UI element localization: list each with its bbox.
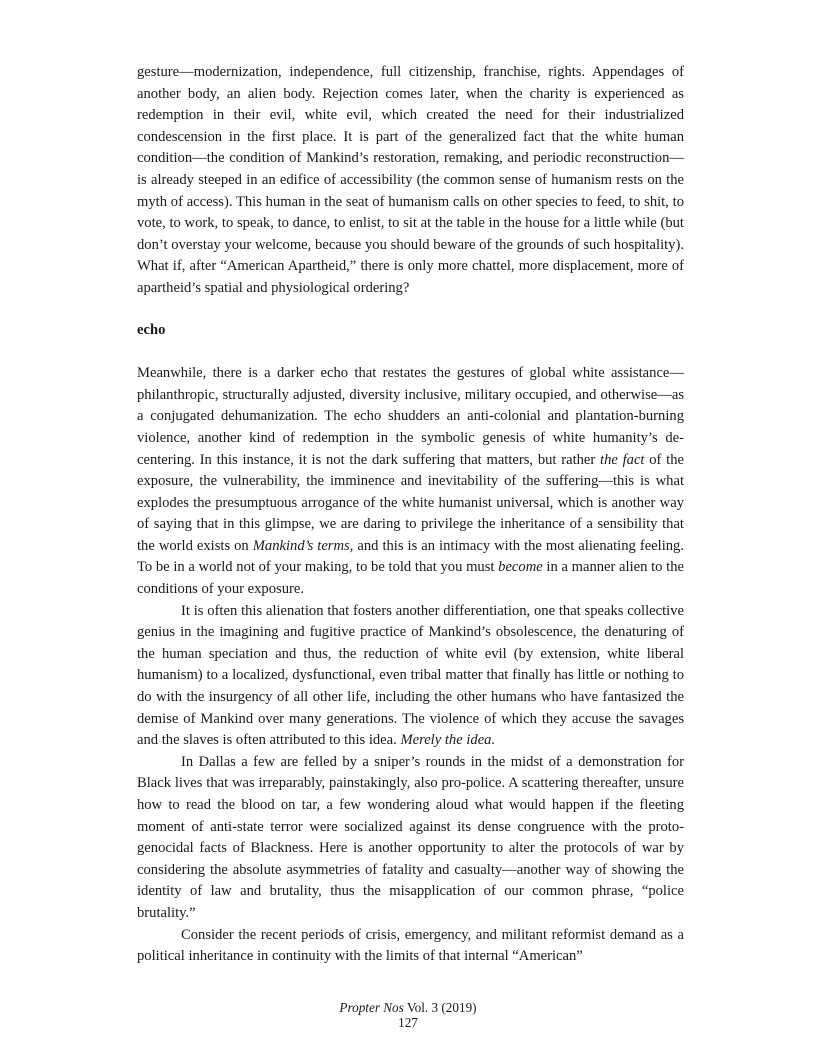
paragraph-2: Meanwhile, there is a darker echo that restates the gestures of global white assistance—philanthropic, structurally adjusted, diversity inclusive, military occupied, and otherwise—as a conjugated dehumanization. The echo shudders an anti-colonial and plantation-burning violence, another kind of redemption in the symbolic genesis of white humanity’s de-centering. In this instance, it is not the dark suffering that matters, but rather the fact of the exposure, the vulnerability, the imminence and inevitability of the suffering—this is what explodes the presumptuous arrogance of the white humanist universal, which is another way of saying that in this glimpse, we are daring to privilege the inheritance of a sensibility that the world exists on Mankind’s terms, and this is an intimacy with the most alienating feeling. To be in a world not of your making, to be told that you must become in a manner alien to the conditions of your exposure. <box>137 365 684 598</box>
emphasis-mankinds-terms: Mankind’s terms, <box>252 537 354 554</box>
page-number: 127 <box>398 1015 418 1030</box>
section-heading-echo: echo <box>137 321 166 338</box>
paragraph-1: gesture—modernization, independence, full citizenship, franchise, rights. Appendages of another body, an alien body. Rejection comes later, when the charity is experienced as redemption in their evil, white evil, which created the need for their industrialized condescension in the first place. It is part of the generalized fact that the white human condition—the condition of Mankind’s restoration, remaking, and periodic reconstruction—is already steeped in an edifice of accessibility (the common sense of humanism rests on the myth of access). This human in the seat of humanism calls on other species to feed, to shit, to vote, to work, to speak, to dance, to enlist, to sit at the table in the house for a little while (but don’t overstay your welcome, because you should beware of the grounds of such hospitality). What if, after “American Apartheid,” there is only more chattel, more displacement, more of apartheid’s spatial and physiological ordering? <box>137 64 684 296</box>
emphasis-become: become <box>498 559 543 576</box>
emphasis-merely-the-idea: Merely the idea. <box>400 732 496 749</box>
journal-citation <box>0 1000 816 1015</box>
paragraph-4: In Dallas a few are felled by a sniper’s rounds in the midst of a demonstration for Black lives that was irreparably, painstakingly, also pro-police. A scattering thereafter, unsure how to read the blood on tar, a few wondering aloud what would happen if the fleeting moment of anti-state terror were socialized against its dense congruence with the proto-genocidal facts of Blackness. Here is another opportunity to alter the protocols of war by considering the absolute asymmetries of fatality and casualty—another way of showing the identity of law and brutality, thus the misapplication of our common phrase, “police brutality.” <box>137 753 684 921</box>
paragraph-5: Consider the recent periods of crisis, emergency, and militant reformist demand as a political inheritance in continuity with the limits of that internal “American” <box>137 926 684 965</box>
page-footer <box>0 1000 816 1030</box>
journal-volume: Vol. 3 (2019) <box>406 1000 477 1015</box>
emphasis-the-fact: the fact <box>600 451 645 468</box>
journal-title: Propter Nos <box>339 1000 404 1015</box>
paragraph-3: It is often this alienation that fosters another differentiation, one that speaks collective genius in the imagining and fugitive practice of Mankind’s obsolescence, the denaturing of the human speciation and thus, the reduction of white evil (by extension, white liberal humanism) to a localized, dysfunctional, even tribal matter that finally has little or nothing to do with the insurgency of all other life, including the other humans who have fantasized the demise of Mankind over many generations. The violence of which they accuse the savages and the slaves is often attributed to this idea. Merely the idea. <box>137 602 684 749</box>
body-text <box>137 62 684 968</box>
